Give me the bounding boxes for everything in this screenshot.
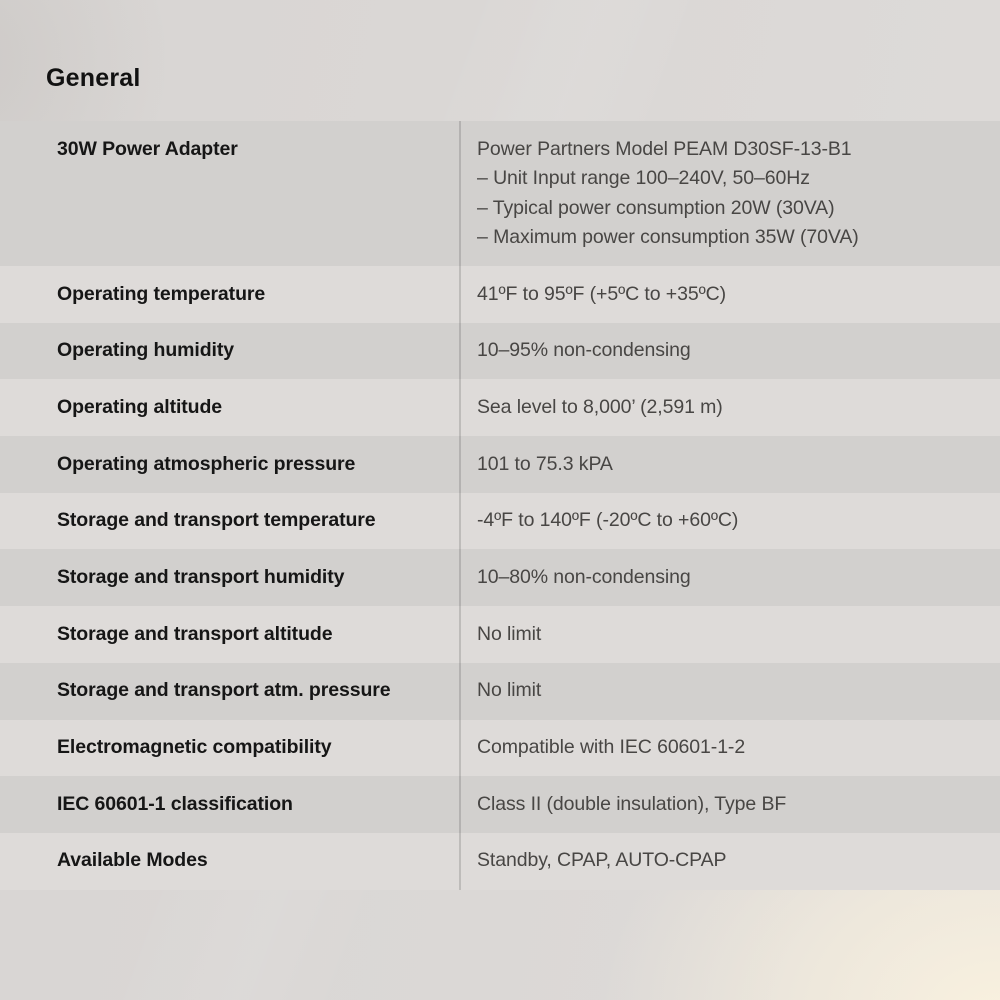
spec-value	[460, 776, 1000, 833]
spec-value-line: – Typical power consumption 20W (30VA)	[477, 196, 835, 219]
spec-label: 30W Power Adapter	[57, 137, 238, 160]
spec-value	[460, 493, 1000, 550]
spec-value-line: 10–95% non-condensing	[477, 339, 691, 362]
spec-value	[460, 720, 1000, 777]
spec-value-line: 41ºF to 95ºF (+5ºC to +35ºC)	[477, 282, 726, 305]
spec-value	[460, 379, 1000, 436]
spec-row	[0, 776, 1000, 833]
spec-value	[460, 833, 1000, 890]
spec-value-line: 101 to 75.3 kPA	[477, 452, 613, 475]
spec-label: Storage and transport humidity	[57, 566, 345, 589]
spec-value	[460, 323, 1000, 380]
spec-row	[0, 493, 1000, 550]
spec-row	[0, 663, 1000, 720]
spec-value-line: Power Partners Model PEAM D30SF-13-B1	[477, 137, 852, 160]
spec-value	[460, 606, 1000, 663]
spec-label: Operating altitude	[57, 395, 223, 418]
spec-row	[0, 323, 1000, 380]
spec-table	[0, 121, 1000, 890]
spec-row	[0, 606, 1000, 663]
spec-value-line: – Maximum power consumption 35W (70VA)	[477, 226, 859, 248]
spec-row	[0, 266, 1000, 323]
spec-value-line: No limit	[477, 679, 542, 702]
spec-row	[0, 379, 1000, 436]
spec-value-line: Sea level to 8,000’ (2,591 m)	[477, 395, 723, 418]
spec-value-line: – Unit Input range 100–240V, 50–60Hz	[477, 167, 810, 189]
spec-row	[0, 833, 1000, 890]
spec-value-line: Class II (double insulation), Type BF	[477, 792, 787, 815]
spec-label: Available Modes	[57, 849, 208, 872]
column-divider	[459, 121, 461, 890]
spec-value	[460, 436, 1000, 493]
spec-row	[0, 720, 1000, 777]
spec-value-line: Standby, CPAP, AUTO-CPAP	[477, 849, 727, 872]
spec-value-line: Compatible with IEC 60601-1-2	[477, 736, 746, 759]
spec-value	[460, 266, 1000, 323]
spec-row	[0, 121, 1000, 266]
spec-value-line: -4ºF to 140ºF (-20ºC to +60ºC)	[477, 509, 739, 532]
spec-value	[460, 549, 1000, 606]
spec-row	[0, 549, 1000, 606]
spec-value	[460, 121, 1000, 266]
spec-label: Storage and transport temperature	[57, 509, 376, 532]
spec-label: Operating temperature	[57, 282, 266, 305]
spec-row	[0, 436, 1000, 493]
section-title: General	[46, 64, 141, 92]
spec-label: IEC 60601-1 classification	[57, 792, 293, 815]
spec-label: Electromagnetic compatibility	[57, 736, 332, 759]
spec-label: Operating humidity	[57, 339, 234, 362]
spec-value-line: 10–80% non-condensing	[477, 566, 691, 589]
spec-label: Operating atmospheric pressure	[57, 452, 356, 475]
spec-value	[460, 663, 1000, 720]
spec-label: Storage and transport altitude	[57, 622, 333, 645]
spec-label: Storage and transport atm. pressure	[57, 679, 391, 702]
spec-value-line: No limit	[477, 622, 542, 645]
